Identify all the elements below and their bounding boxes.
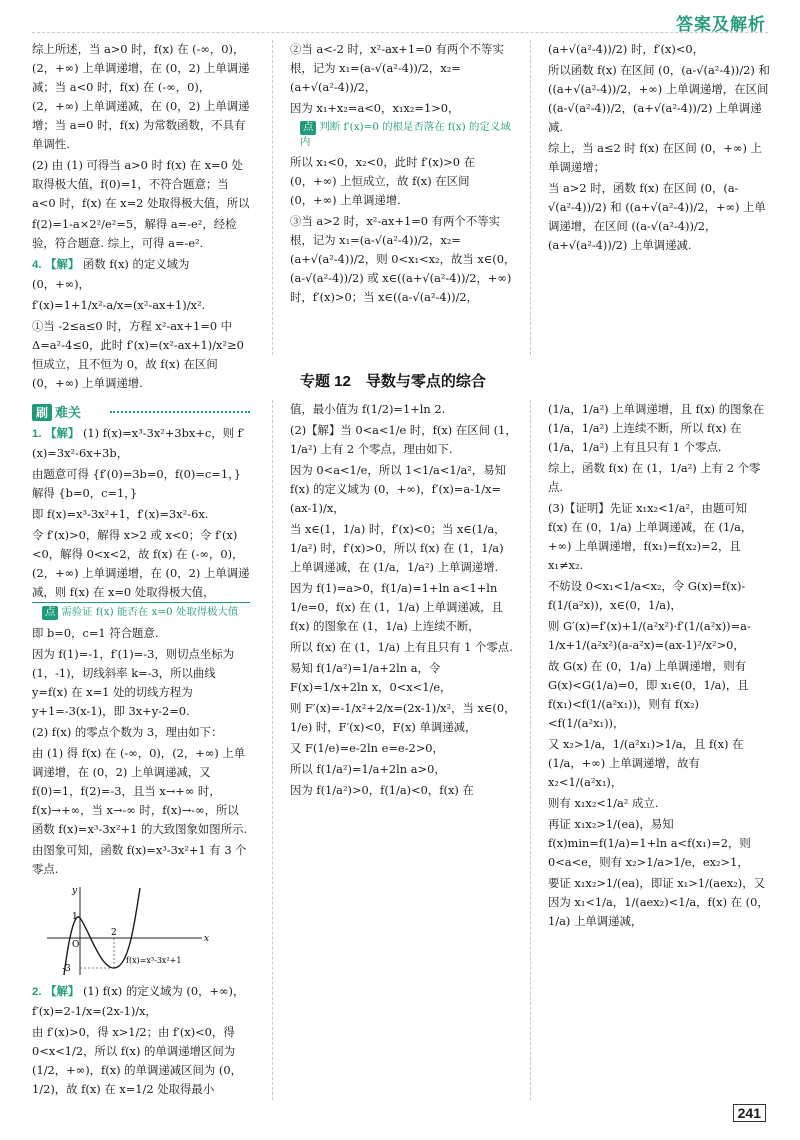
paragraph: 因为 f(1)=a>0，f(1/a)=1+ln a<1+ln 1/e=0，f(x) 在 (1，1/a) 上单调递减，且 f(x) 的图象在 (1，1/a) 上连续不断，	[290, 581, 503, 633]
paragraph: 由图象可知，函数 f(x)=x³-3x²+1 有 3 个零点.	[32, 843, 247, 876]
paragraph: 因为 x₁+x₂=a<0，x₁x₂=1>0，	[290, 101, 460, 115]
paragraph: (1) f(x)=x³-3x²+3bx+c，则 f′(x)=3x²-6x+3b，	[32, 426, 245, 460]
paragraph: 故 G(x) 在 (0，1/a) 上单调递增，则有 G(x)<G(1/a)=0，即 x₁∈(0，1/a)，且 f(x₁)<f(1/(a²x₁))，则有 f(x₂)<f(1/(a²x₁))，	[548, 659, 749, 730]
paragraph: 因为 f(1)=-1，f′(1)=-3，则切点坐标为 (1，-1)，切线斜率 k=-3，所以曲线 y=f(x) 在 x=1 处的切线方程为 y+1=-3(x-1)，即 3x+y-2=0.	[32, 647, 235, 718]
paragraph: ③当 a>2 时，x²-ax+1=0 有两个不等实根，记为 x₁=(a-√(a²-4))/2，x₂=(a+√(a²-4))/2，则 0<x₁<x₂，故当 x∈(0，(a-√(a²-4))/2) 或 x∈((a+√(a²-4))/2，+∞) 时，f′(x)>0；当 x∈((a-√(a²-4))/2，	[290, 214, 516, 304]
tip-text: 判断 f′(x)=0 的根是否落在 f(x) 的定义域内	[300, 121, 511, 148]
paragraph: 值，最小值为 f(1/2)=1+ln 2.	[290, 402, 446, 416]
paragraph: 则 G′(x)=f′(x)+1/(a²x²)·f′(1/(a²x))=a-1/x+1/(a²x²)(a-a²x)=(ax-1)²/x²>0，	[548, 619, 751, 652]
paragraph: 综上，函数 f(x) 在 (1，1/a²) 上有 2 个零点.	[548, 461, 761, 494]
paragraph: (3)【证明】先证 x₁x₂<1/a²，由题可知 f(x) 在 (0，1/a) 上单调递减，在 (1/a，+∞) 上单调递增，f(x₁)=f(x₂)=2，且 x₁≠x₂.	[548, 501, 753, 572]
bottom-column-1	[32, 424, 250, 1104]
origin-label: O	[72, 940, 80, 950]
solution-tag: 【解】	[45, 986, 80, 998]
paragraph: 再证 x₁x₂>1/(ea)，易知 f(x)min=f(1/a)=1+ln a<f(x₁)=2，则 0<a<e，则有 x₂>1/a>1/e，ex₂>1，	[548, 817, 751, 869]
tip-icon: 点	[42, 606, 58, 620]
question-text: 函数 f(x) 的定义域为 (0，+∞)，	[32, 257, 190, 291]
question-number: 1.	[32, 428, 42, 440]
difficulty-badge: 刷	[32, 404, 52, 421]
paragraph: (2)【解】当 0<a<1/e 时，f(x) 在区间 (1，1/a²) 上有 2 个零点，理由如下.	[290, 423, 517, 456]
solution-tag: 【解】	[45, 259, 80, 271]
paragraph: ②当 a<-2 时，x²-ax+1=0 有两个不等实根，记为 x₁=(a-√(a²-4))/2，x₂=(a+√(a²-4))/2，	[290, 42, 504, 94]
paragraph: 所以函数 f(x) 在区间 (0，(a-√(a²-4))/2) 和 ((a+√(a²-4))/2，+∞) 上单调递增，在区间 ((a-√(a²-4))/2，(a+√(a²-4))/2) 上单调递减.	[548, 63, 770, 134]
paragraph: 由题意可得 {f′(0)=3b=0，f(0)=c=1，} 解得 {b=0，c=1，}	[32, 467, 242, 500]
page-number: 241	[733, 1104, 766, 1122]
bottom-column-2	[290, 400, 518, 1100]
dotted-rule	[110, 411, 250, 413]
paragraph: f(2)=1-a×2²/e²=5，解得 a=-e²，经检验，符合题意. 综上，可得 a=-e².	[32, 217, 237, 250]
tip-note	[42, 605, 250, 620]
paragraph: 又 F(1/e)=e-2ln e=e-2>0，	[290, 741, 444, 755]
paragraph: 不妨设 0<x₁<1/a<x₂，令 G(x)=f(x)-f(1/(a²x))，x∈(0，1/a)，	[548, 579, 746, 612]
paragraph: 易知 f(1/a²)=1/a+2ln a，令 F(x)=1/x+2ln x，0<x<1/e，	[290, 661, 452, 694]
header-title: 答案及解析	[676, 15, 766, 34]
question-1-heading	[32, 424, 250, 463]
paragraph: 所以 x₁<0，x₂<0，此时 f′(x)>0 在 (0，+∞) 上恒成立，故 f(x) 在区间 (0，+∞) 上单调递增.	[290, 155, 476, 207]
top-column-2	[290, 40, 518, 355]
paragraph: 要证 x₁x₂>1/(ea)，即证 x₁>1/(aex₂)，又因为 x₁<1/a，1/(aex₂)<1/a，f(x) 在 (0，1/a) 上单调递减，	[548, 876, 769, 928]
paragraph: 当 x∈(1，1/a) 时，f′(x)<0；当 x∈(1/a，1/a²) 时，f′(x)>0，所以 f(x) 在 (1，1/a) 上单调递减，在 (1/a，1/a²) 上单调递增.	[290, 522, 506, 574]
paragraph: 即 b=0，c=1 符合题意.	[32, 626, 159, 640]
paragraph: 综上所述，当 a>0 时，f(x) 在 (-∞，0)，(2，+∞) 上单调递增，在 (0，2) 上单调递减；当 a<0 时，f(x) 在 (-∞，0)，(2，+∞) 上单调递减，在 (0，2) 上单调递增；当 a=0 时，f(x) 为常数函数，不具有单调性.	[32, 42, 250, 151]
x-label: x	[204, 934, 210, 944]
section-title: 专题 12 导数与零点的综合	[300, 373, 486, 390]
paragraph: 又 x₂>1/a，1/(a²x₁)>1/a，且 f(x) 在 (1/a，+∞) 上单调递增，故有 x₂<1/(a²x₁)，	[548, 737, 744, 789]
paragraph: (2) f(x) 的零点个数为 3，理由如下：	[32, 725, 223, 739]
column-divider	[272, 400, 273, 1100]
tick-one: 1	[72, 912, 78, 922]
question-2-heading	[32, 982, 250, 1021]
paragraph: 即 f(x)=x³-3x²+1，f′(x)=3x²-6x.	[32, 507, 209, 521]
paragraph: (1/a，1/a²) 上单调递增，且 f(x) 的图象在 (1/a，1/a²) 上连续不断，所以 f(x) 在 (1/a，1/a²) 上有且只有 1 个零点.	[548, 402, 765, 454]
column-divider	[530, 40, 531, 355]
paragraph: ①当 -2≤a≤0 时，方程 x²-ax+1=0 中 Δ=a²-4≤0，此时 f′(x)=(x²-ax+1)/x²≥0 恒成立，且不恒为 0，故 f(x) 在区间 (0，+∞) 上单调递增.	[32, 319, 244, 390]
paragraph: 所以 f(x) 在 (1，1/a) 上有且只有 1 个零点.	[290, 640, 513, 654]
paragraph: 因为 f(1/a²)>0，f(1/a)<0，f(x) 在	[290, 783, 474, 797]
y-label: y	[72, 886, 78, 896]
column-divider	[272, 40, 273, 355]
paragraph: 由 f′(x)>0，得 x>1/2；由 f′(x)<0，得 0<x<1/2，所以 f(x) 的单调递增区间为 (1/2，+∞)，f(x) 的单调递减区间为 (0，1/2)，故 f(x) 在 x=1/2 处取得最小	[32, 1025, 243, 1096]
column-divider	[530, 400, 531, 1100]
paragraph: 所以 f(1/a²)=1/a+2ln a>0，	[290, 762, 446, 776]
difficulty-label: 难关	[55, 405, 82, 420]
bottom-column-3	[548, 400, 770, 1100]
solution-tag: 【解】	[45, 428, 80, 440]
paragraph: 由 (1) 得 f(x) 在 (-∞，0)，(2，+∞) 上单调递增，在 (0，2) 上单调递减，又 f(0)=1，f(2)=-3，且当 x→+∞ 时，f(x)→+∞，当 x→-∞ 时，f(x)→-∞，所以函数 f(x)=x³-3x²+1 的大致图象如图所示.	[32, 746, 248, 836]
tick-minus3: -3	[62, 964, 71, 974]
paragraph: 则有 x₁x₂<1/a² 成立.	[548, 796, 659, 810]
difficulty-bar	[32, 402, 250, 422]
question-4-heading	[32, 255, 250, 294]
paragraph: 当 a>2 时，函数 f(x) 在区间 (0，(a-√(a²-4))/2) 和 ((a+√(a²-4))/2，+∞) 上单调递增，在区间 ((a-√(a²-4))/2，(a+√(a²-4))/2) 上单调递减.	[548, 181, 766, 252]
curve-label: f(x)=x³-3x²+1	[126, 956, 182, 965]
paragraph: (1) f(x) 的定义域为 (0，+∞)，f′(x)=2-1/x=(2x-1)/x，	[32, 984, 245, 1018]
question-number: 4.	[32, 259, 42, 271]
top-column-3	[548, 40, 770, 355]
paragraph: 因为 0<a<1/e，所以 1<1/a<1/a²，易知 f(x) 的定义域为 (0，+∞)，f′(x)=a-1/x=(ax-1)/x，	[290, 463, 506, 515]
tick-two: 2	[111, 928, 117, 938]
paragraph: 则 F′(x)=-1/x²+2/x=(2x-1)/x²，当 x∈(0，1/e) 时，F′(x)<0，F(x) 单调递减，	[290, 701, 516, 734]
tip-note	[300, 120, 518, 149]
tip-icon: 点	[300, 121, 316, 135]
question-number: 2.	[32, 986, 42, 998]
header-divider	[32, 32, 768, 33]
underlined-paragraph: 令 f′(x)>0，解得 x>2 或 x<0；令 f′(x)<0，解得 0<x<2，故 f(x) 在 (-∞，0)，(2，+∞) 上单调递增，在 (0，2) 上单调递减，则 f(x) 在 x=0 处取得极大值，	[32, 526, 250, 603]
paragraph: 综上，当 a≤2 时 f(x) 在区间 (0，+∞) 上单调递增；	[548, 141, 762, 174]
tip-text: 需验证 f(x) 能否在 x=0 处取得极大值	[61, 606, 239, 618]
function-graph	[42, 883, 212, 978]
paragraph: f′(x)=1+1/x²-a/x=(x²-ax+1)/x².	[32, 298, 206, 312]
paragraph: (a+√(a²-4))/2) 时，f′(x)<0，	[548, 42, 705, 56]
top-column-1	[32, 40, 250, 390]
paragraph: (2) 由 (1) 可得当 a>0 时 f(x) 在 x=0 处取得极大值，f(0)=1，不符合题意；当 a<0 时，f(x) 在 x=2 处取得极大值，所以	[32, 158, 250, 210]
